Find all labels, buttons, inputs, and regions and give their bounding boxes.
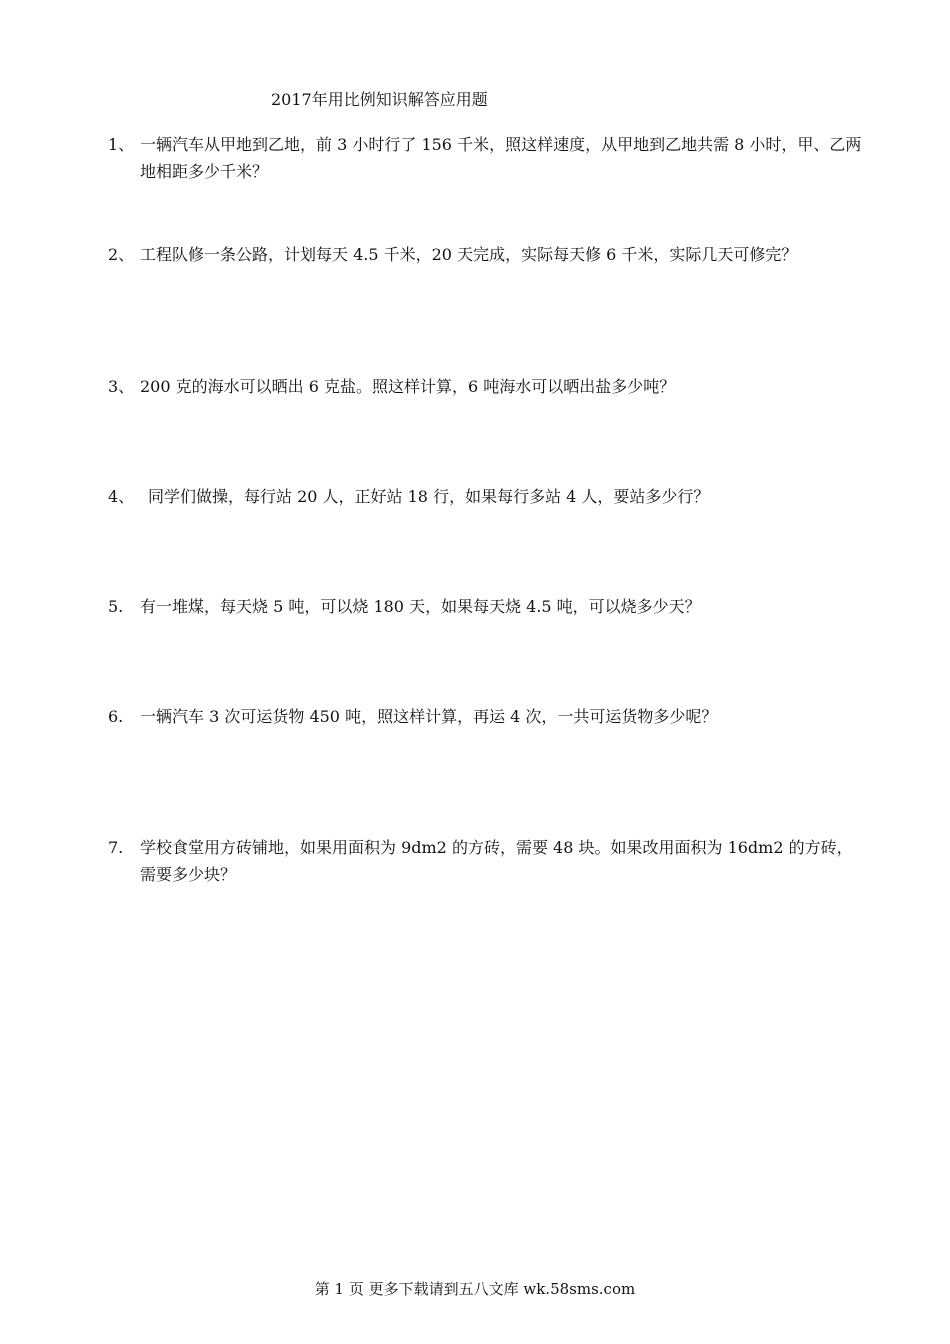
question-1	[108, 131, 868, 185]
question-number: 5.	[108, 597, 124, 616]
question-2	[108, 241, 868, 268]
question-number: 2、	[108, 245, 135, 264]
question-text: 200 克的海水可以晒出 6 克盐。照这样计算，6 吨海水可以晒出盐多少吨？	[140, 377, 676, 396]
question-3	[108, 373, 868, 400]
page-footer: 第 1 页 更多下载请到五八文库 wk.58sms.com	[314, 1280, 636, 1298]
question-7	[108, 834, 868, 888]
question-text: 有一堆煤，每天烧 5 吨，可以烧 180 天，如果每天烧 4.5 吨，可以烧多少天？	[140, 597, 701, 616]
question-text: 同学们做操，每行站 20 人，正好站 18 行，如果每行多站 4 人，要站多少行？	[148, 487, 710, 506]
question-text: 工程队修一条公路，计划每天 4.5 千米，20 天完成，实际每天修 6 千米，实际几天可修完？	[140, 245, 798, 264]
question-number: 4、	[108, 487, 135, 506]
question-number: 1、	[108, 135, 135, 154]
question-text: 一辆汽车 3 次可运货物 450 吨，照这样计算，再运 4 次，一共可运货物多少呢？	[140, 707, 718, 726]
question-number: 3、	[108, 377, 135, 396]
question-text: 一辆汽车从甲地到乙地，前 3 小时行了 156 千米，照这样速度，从甲地到乙地共需 8 小时，甲、乙两地相距多少千米？	[140, 135, 862, 181]
question-number: 7.	[108, 838, 124, 857]
document-title: 2017年用比例知识解答应用题	[271, 90, 488, 109]
question-4	[108, 483, 868, 510]
question-number: 6.	[108, 707, 124, 726]
question-text: 学校食堂用方砖铺地，如果用面积为 9dm2 的方砖，需要 48 块。如果改用面积为 16dm2 的方砖，需要多少块？	[140, 838, 853, 884]
question-5	[108, 593, 868, 620]
question-6	[108, 703, 868, 730]
